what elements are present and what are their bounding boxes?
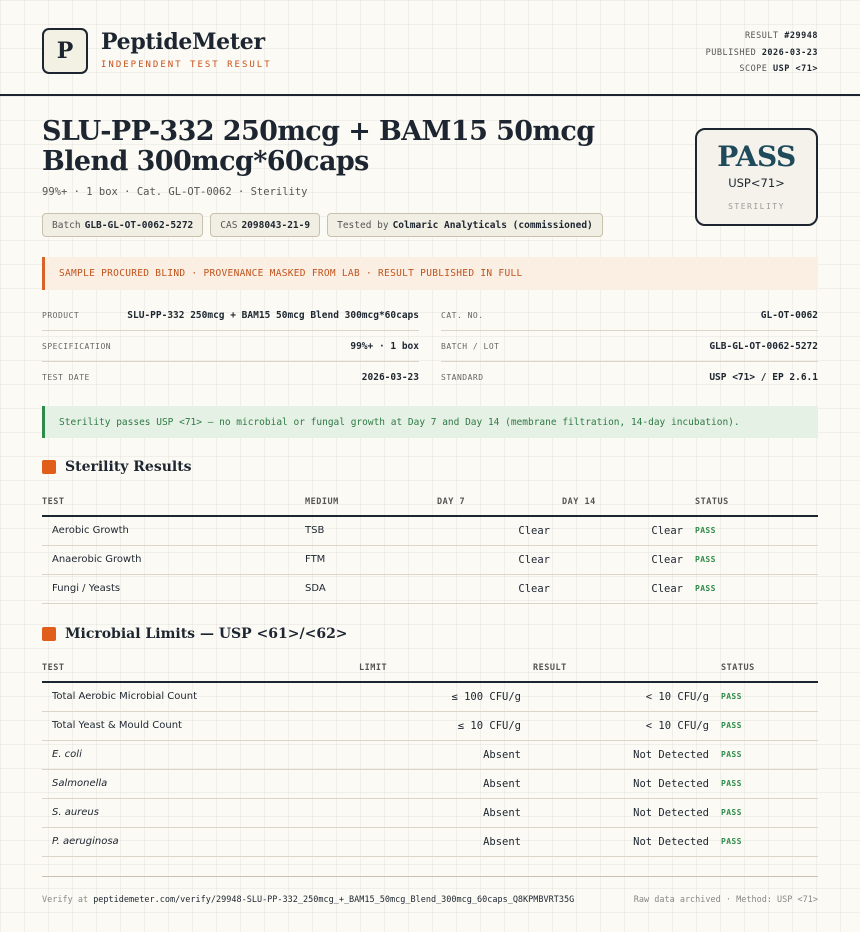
- day14-result: Clear: [562, 545, 695, 574]
- batch-chip-value: GLB-GL-OT-0062-5272: [84, 219, 194, 231]
- sterility-section-title: Sterility Results: [65, 459, 192, 475]
- test-name: Anaerobic Growth: [42, 545, 305, 574]
- info-standard: [441, 362, 818, 392]
- verdict-standard: USP<71>: [728, 176, 785, 190]
- procurement-notice: SAMPLE PROCURED BLIND · PROVENANCE MASKED FROM LAB · RESULT PUBLISHED IN FULL: [42, 257, 818, 290]
- verdict-badge: [695, 128, 818, 226]
- limit-value: ≤ 10 CFU/g: [359, 711, 533, 740]
- result-value: Not Detected: [533, 769, 721, 798]
- tested-by-value: Colmaric Analyticals (commissioned): [392, 219, 593, 231]
- status-badge: PASS: [721, 682, 818, 711]
- limit-value: Absent: [359, 798, 533, 827]
- test-name: Fungi / Yeasts: [42, 574, 305, 603]
- table-row: [42, 711, 818, 740]
- info-specification: [42, 332, 419, 362]
- col-header: TEST: [42, 655, 359, 682]
- meta-chips: [42, 213, 603, 237]
- verify-label: Verify at: [42, 895, 89, 905]
- result-value: < 10 CFU/g: [533, 711, 721, 740]
- test-name: Salmonella: [42, 769, 359, 798]
- brand-tagline: INDEPENDENT TEST RESULT: [101, 60, 272, 70]
- report-footer: [42, 876, 818, 905]
- cas-chip: [210, 213, 320, 237]
- verdict-label: STERILITY: [728, 202, 785, 211]
- test-name: P. aeruginosa: [42, 827, 359, 856]
- result-summary: Sterility passes USP <71> — no microbial or fungal growth at Day 7 and Day 14 (membrane filtration, 14-day incubation).: [42, 406, 818, 438]
- test-name: Total Aerobic Microbial Count: [42, 682, 359, 711]
- table-row: [42, 682, 818, 711]
- scope-value: USP <71>: [773, 64, 818, 74]
- col-header: MEDIUM: [305, 489, 437, 516]
- col-header: DAY 14: [562, 489, 695, 516]
- info-cat-no: [441, 301, 818, 331]
- section-marker-icon: [42, 460, 56, 474]
- day14-result: Clear: [562, 516, 695, 545]
- test-name: S. aureus: [42, 798, 359, 827]
- test-name: Aerobic Growth: [42, 516, 305, 545]
- test-name: E. coli: [42, 740, 359, 769]
- section-marker-icon: [42, 627, 56, 641]
- col-header: LIMIT: [359, 655, 533, 682]
- published-date: 2026-03-23: [761, 47, 818, 58]
- status-badge: PASS: [695, 545, 818, 574]
- col-header: TEST: [42, 489, 305, 516]
- status-badge: PASS: [721, 740, 818, 769]
- limit-value: Absent: [359, 827, 533, 856]
- table-row: [42, 798, 818, 827]
- day7-result: Clear: [437, 574, 562, 603]
- info-batch-label: BATCH / LOT: [441, 342, 500, 351]
- info-spec-value: 99%+ · 1 box: [350, 341, 419, 352]
- test-name: Total Yeast & Mould Count: [42, 711, 359, 740]
- product-title: SLU-PP-332 250mcg + BAM15 50mcg Blend 300mcg*60caps: [42, 116, 595, 177]
- medium: SDA: [305, 574, 437, 603]
- scope-label: SCOPE: [739, 64, 768, 74]
- table-row: [42, 574, 818, 603]
- col-header: RESULT: [533, 655, 721, 682]
- table-row: [42, 769, 818, 798]
- microbial-limits-table: [42, 655, 818, 857]
- verify-link[interactable]: peptidemeter.com/verify/29948-SLU-PP-332_250mcg_+_BAM15_50mcg_Blend_300mcg_60caps_Q8KPMBVRT35G: [93, 895, 575, 905]
- result-label: RESULT: [744, 31, 779, 41]
- table-row: [42, 545, 818, 574]
- status-badge: PASS: [721, 827, 818, 856]
- result-number: #29948: [784, 31, 818, 41]
- info-product-value: SLU-PP-332 250mcg + BAM15 50mcg Blend 300mcg*60caps: [127, 310, 419, 321]
- verify-line: [42, 895, 574, 905]
- info-batch-value: GLB-GL-OT-0062-5272: [709, 341, 818, 352]
- report-header: [0, 0, 860, 96]
- status-badge: PASS: [695, 574, 818, 603]
- info-spec-label: SPECIFICATION: [42, 342, 112, 351]
- tested-by-chip: [327, 213, 603, 237]
- microbial-section-title: Microbial Limits — USP <61>/<62>: [65, 626, 348, 642]
- info-product: [42, 301, 419, 331]
- brand-logo: P: [42, 28, 88, 74]
- product-subtitle: 99%+ · 1 box · Cat. GL-OT-0062 · Sterility: [42, 186, 308, 198]
- status-badge: PASS: [721, 711, 818, 740]
- info-standard-label: STANDARD: [441, 372, 484, 382]
- sterility-header-row: [42, 489, 818, 516]
- sterility-section-heading: [42, 459, 192, 475]
- info-date-label: TEST DATE: [42, 372, 90, 382]
- limit-value: Absent: [359, 769, 533, 798]
- brand-name: PeptideMeter: [101, 29, 265, 55]
- microbial-header-row: [42, 655, 818, 682]
- col-header: DAY 7: [437, 489, 562, 516]
- day7-result: Clear: [437, 516, 562, 545]
- batch-chip: [42, 213, 203, 237]
- info-standard-value: USP <71> / EP 2.6.1: [709, 371, 818, 383]
- info-product-label: PRODUCT: [42, 311, 80, 320]
- cas-chip-value: 2098043-21-9: [241, 219, 311, 231]
- status-badge: PASS: [721, 798, 818, 827]
- medium: FTM: [305, 545, 437, 574]
- sterility-table: [42, 489, 818, 604]
- status-badge: PASS: [695, 516, 818, 545]
- result-value: Not Detected: [533, 740, 721, 769]
- info-test-date: [42, 362, 419, 392]
- result-value: Not Detected: [533, 798, 721, 827]
- day14-result: Clear: [562, 574, 695, 603]
- tested-by-label: Tested by: [337, 219, 389, 231]
- status-badge: PASS: [721, 769, 818, 798]
- limit-value: ≤ 100 CFU/g: [359, 682, 533, 711]
- report-meta: [706, 28, 818, 78]
- verdict-word: PASS: [717, 140, 796, 173]
- batch-chip-label: Batch: [52, 219, 81, 231]
- result-value: < 10 CFU/g: [533, 682, 721, 711]
- microbial-section-heading: [42, 626, 348, 642]
- result-value: Not Detected: [533, 827, 721, 856]
- cas-chip-label: CAS: [220, 219, 238, 231]
- info-batch: [441, 332, 818, 362]
- published-label: PUBLISHED: [705, 47, 757, 58]
- table-row: [42, 740, 818, 769]
- medium: TSB: [305, 516, 437, 545]
- limit-value: Absent: [359, 740, 533, 769]
- info-date-value: 2026-03-23: [361, 371, 419, 383]
- footer-note: Raw data archived · Method: USP <71>: [633, 895, 818, 905]
- col-header: STATUS: [695, 489, 818, 516]
- table-row: [42, 516, 818, 545]
- info-cat-value: GL-OT-0062: [760, 310, 818, 321]
- day7-result: Clear: [437, 545, 562, 574]
- table-row: [42, 827, 818, 856]
- info-cat-label: CAT. NO.: [441, 311, 484, 320]
- col-header: STATUS: [721, 655, 818, 682]
